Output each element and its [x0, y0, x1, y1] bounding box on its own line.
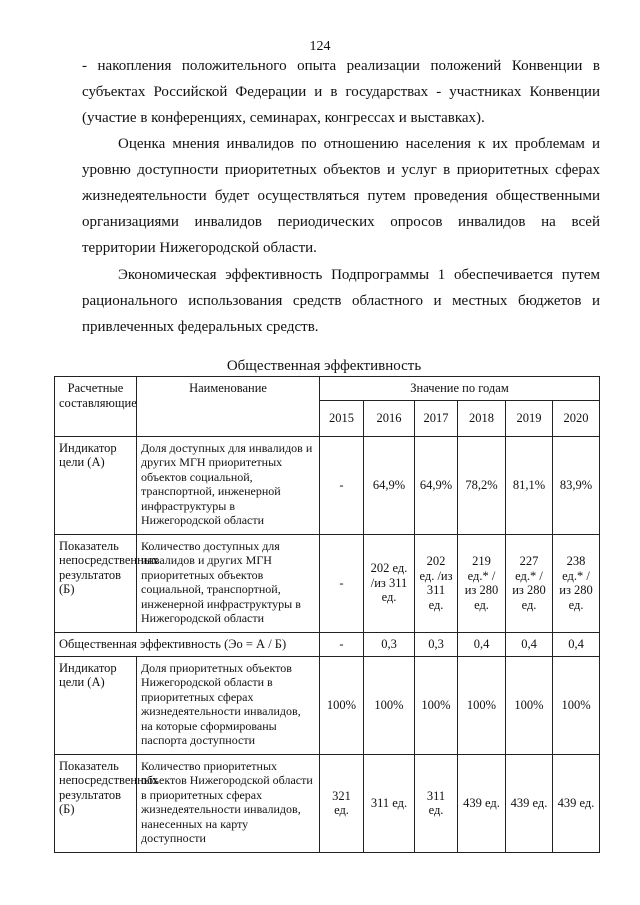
row-label: Индикатор цели (А)	[55, 656, 137, 754]
value-cell: 439 ед.	[506, 754, 553, 852]
year-cell: 2019	[506, 400, 553, 436]
value-cell: 227 ед.* /из 280 ед.	[506, 534, 553, 632]
row-label: Показатель непосредственных результатов (Б)	[55, 754, 137, 852]
value-cell: 83,9%	[553, 436, 600, 534]
row-label: Индикатор цели (А)	[55, 436, 137, 534]
value-cell: 202 ед. /из 311 ед.	[415, 534, 458, 632]
value-cell: 202 ед. /из 311 ед.	[364, 534, 415, 632]
year-cell: 2020	[553, 400, 600, 436]
value-cell: 311 ед.	[364, 754, 415, 852]
table-caption: Общественная эффективность	[226, 358, 422, 374]
efficiency-table	[54, 376, 600, 853]
value-cell: 100%	[364, 656, 415, 754]
value-cell: 439 ед.	[553, 754, 600, 852]
table-summary-row	[55, 632, 600, 656]
table-row	[55, 436, 600, 534]
table-row	[55, 656, 600, 754]
paragraph-2: Оценка мнения инвалидов по отношению населения к их проблемам и уровню доступности приоритетных объектов и услуг в приоритетных сферах жизнедеятельности будет осуществляться путем проведения общественными организациями инвалидов периодических опросов инвалидов на всей территории Нижегородской области.	[82, 136, 600, 256]
row-label: Показатель непосредственных результатов (Б)	[55, 534, 137, 632]
value-cell: 100%	[415, 656, 458, 754]
value-cell: -	[320, 436, 364, 534]
value-cell: 78,2%	[458, 436, 506, 534]
value-cell: 311 ед.	[415, 754, 458, 852]
header-values-by-year: Значение по годам	[320, 377, 600, 401]
year-cell: 2015	[320, 400, 364, 436]
value-cell: 0,4	[458, 632, 506, 656]
value-cell: 100%	[506, 656, 553, 754]
header-components: Расчетные составляющие	[55, 377, 137, 437]
value-cell: 64,9%	[415, 436, 458, 534]
value-cell: 100%	[320, 656, 364, 754]
table-row	[55, 534, 600, 632]
row-name: Количество приоритетных объектов Нижегородской области в приоритетных сферах жизнедеятельности инвалидов, нанесенных на карту доступности	[137, 754, 320, 852]
value-cell: 0,4	[506, 632, 553, 656]
year-cell: 2018	[458, 400, 506, 436]
table-header-row	[55, 377, 600, 401]
summary-label: Общественная эффективность (Эо = А / Б)	[55, 632, 320, 656]
page-number: 124	[309, 39, 331, 54]
paragraph-1: - накопления положительного опыта реализации положений Конвенции в субъектах Российской Федерации и в государствах - участниках Конвенции (участие в конференциях, семинарах, конгрессах и выставках).	[82, 58, 600, 126]
year-cell: 2016	[364, 400, 415, 436]
value-cell: 238 ед.* /из 280 ед.	[553, 534, 600, 632]
value-cell: 81,1%	[506, 436, 553, 534]
value-cell: -	[320, 534, 364, 632]
row-name: Количество доступных для инвалидов и других МГН приоритетных объектов социальной, транспортной, инженерной инфраструктуры в Нижегородской области	[137, 534, 320, 632]
header-name: Наименование	[137, 377, 320, 437]
value-cell: 0,3	[415, 632, 458, 656]
value-cell: 100%	[458, 656, 506, 754]
value-cell: 64,9%	[364, 436, 415, 534]
value-cell: 0,4	[553, 632, 600, 656]
table-row	[55, 754, 600, 852]
value-cell: 439 ед.	[458, 754, 506, 852]
value-cell: 0,3	[364, 632, 415, 656]
value-cell: 100%	[553, 656, 600, 754]
year-cell: 2017	[415, 400, 458, 436]
paragraph-3: Экономическая эффективность Подпрограммы 1 обеспечивается путем рационального использования средств областного и местных бюджетов и привлеченных федеральных средств.	[82, 267, 600, 335]
value-cell: -	[320, 632, 364, 656]
value-cell: 219 ед.* /из 280 ед.	[458, 534, 506, 632]
row-name: Доля доступных для инвалидов и других МГН приоритетных объектов социальной, транспортной, инженерной инфраструктуры в Нижегородской области	[137, 436, 320, 534]
row-name: Доля приоритетных объектов Нижегородской области в приоритетных сферах жизнедеятельности инвалидов, на которые сформированы паспорта доступности	[137, 656, 320, 754]
value-cell: 321 ед.	[320, 754, 364, 852]
